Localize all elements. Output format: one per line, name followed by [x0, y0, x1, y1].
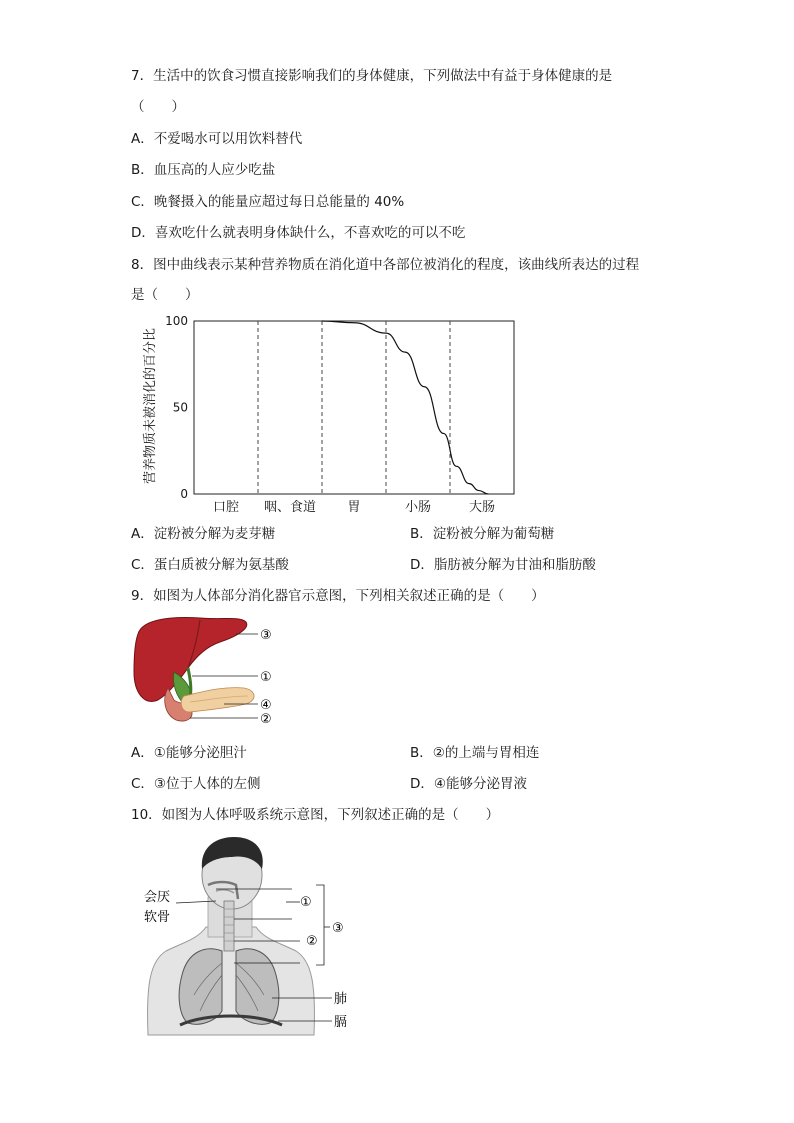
- chart-ytick-label: 100: [165, 314, 188, 328]
- q7-option-d[interactable]: D．喜欢吃什么就表明身体缺什么，不喜欢吃的可以不吃: [131, 225, 466, 241]
- q9-stem: 9．如图为人体部分消化器官示意图，下列相关叙述正确的是（ ）: [131, 588, 545, 604]
- q8-option-b[interactable]: B．淀粉被分解为葡萄糖: [410, 526, 555, 542]
- q7-option-a[interactable]: A．不爱喝水可以用饮料替代: [131, 131, 303, 147]
- chart-category-label: 大肠: [468, 500, 496, 515]
- q10-label-3: ③: [332, 921, 344, 936]
- q7-option-c[interactable]: C．晚餐摄入的能量应超过每日总能量的 40%: [131, 194, 405, 210]
- chart-ytick-label: 0: [180, 487, 188, 501]
- q10-label-lung: 肺: [334, 992, 348, 1007]
- q10-stem: 10．如图为人体呼吸系统示意图，下列叙述正确的是（ ）: [131, 807, 500, 823]
- q10-label-epiglottis-2: 软骨: [144, 910, 171, 925]
- q9-option-d[interactable]: D．④能够分泌胃液: [410, 776, 527, 792]
- chart-category-label: 咽、食道: [263, 500, 317, 515]
- q10-label-1: ①: [300, 895, 312, 910]
- q8-option-a[interactable]: A．淀粉被分解为麦芽糖: [131, 526, 276, 542]
- digestive-organs-figure: [128, 612, 288, 732]
- q7-bracket: （ ）: [131, 99, 185, 115]
- q8-option-d[interactable]: D．脂肪被分解为甘油和脂肪酸: [410, 557, 596, 573]
- q8-option-c[interactable]: C．蛋白质被分解为氨基酸: [131, 557, 289, 573]
- q7-option-b[interactable]: B．血压高的人应少吃盐: [131, 162, 276, 178]
- chart-plot-frame: [194, 321, 514, 494]
- q9-label-4: ④: [260, 698, 272, 713]
- q9-option-c[interactable]: C．③位于人体的左侧: [131, 776, 261, 792]
- q8-stem-cont: 是（ ）: [131, 287, 199, 303]
- q10-label-2: ②: [306, 934, 318, 949]
- q9-label-2: ②: [260, 712, 272, 727]
- q9-label-3: ③: [260, 628, 272, 643]
- chart-category-label: 胃: [347, 500, 361, 515]
- q9-label-1: ①: [260, 670, 272, 685]
- chart-ytick-label: 50: [172, 400, 188, 415]
- respiratory-system-figure: [136, 835, 366, 1045]
- chart-category-label: 小肠: [404, 500, 432, 515]
- chart-category-label: 口腔: [212, 500, 240, 515]
- q8-stem: 8．图中曲线表示某种营养物质在消化道中各部位被消化的程度，该曲线所表达的过程: [131, 257, 640, 273]
- q7-stem: 7．生活中的饮食习惯直接影响我们的身体健康，下列做法中有益于身体健康的是: [131, 68, 613, 84]
- q10-label-diaphragm: 膈: [334, 1015, 348, 1030]
- q9-option-b[interactable]: B．②的上端与胃相连: [410, 745, 540, 761]
- q9-option-a[interactable]: A．①能够分泌胆汁: [131, 745, 247, 761]
- q10-label-epiglottis-1: 会厌: [144, 890, 171, 905]
- trachea-shape: [224, 901, 234, 951]
- chart-series-line: [322, 321, 488, 494]
- chart-ylabel: 营养物质未被消化的百分比: [143, 327, 158, 485]
- digestion-curve-chart: [138, 310, 528, 520]
